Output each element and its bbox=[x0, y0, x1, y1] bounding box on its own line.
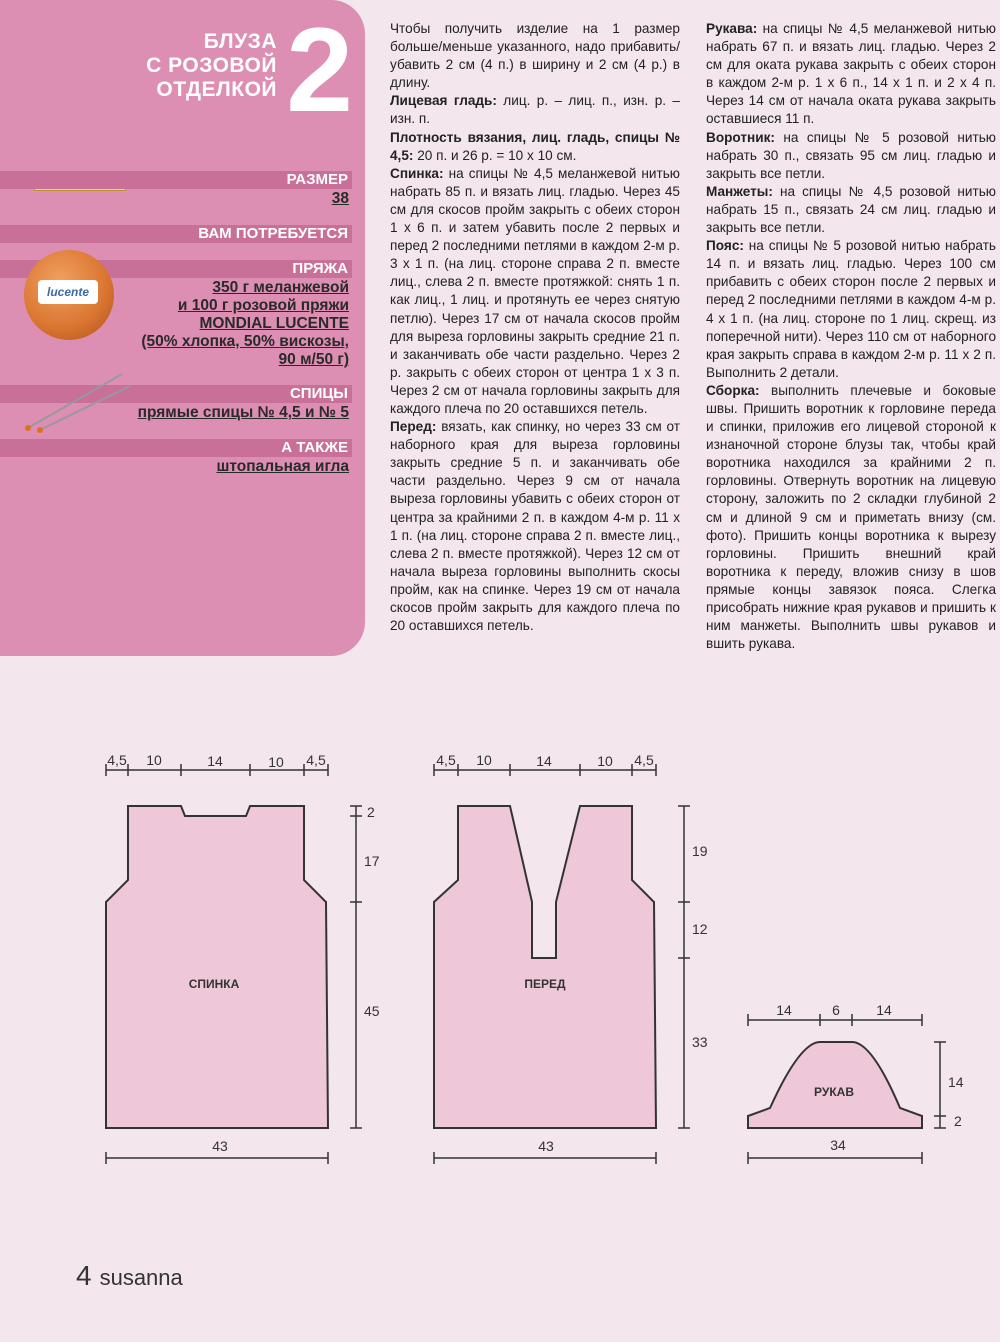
back-label: СПИНКА bbox=[188, 977, 240, 991]
instructions-column-2 bbox=[706, 20, 996, 653]
back-piece bbox=[106, 806, 328, 1128]
dim-label: 43 bbox=[538, 1138, 554, 1154]
title-line: С РОЗОВОЙ bbox=[146, 54, 277, 77]
size-header: РАЗМЕР bbox=[0, 171, 352, 189]
dim-label: 2 bbox=[367, 804, 375, 820]
paragraph: Манжеты: на спицы № 4,5 розовой нитью набрать 15 п., связать 24 см лиц. гладью и закрыть все петли. bbox=[706, 183, 996, 236]
dim-label: 14 bbox=[876, 1002, 892, 1018]
front-label: ПЕРЕД bbox=[524, 977, 566, 991]
title-line: ОТДЕЛКОЙ bbox=[156, 78, 277, 101]
project-title bbox=[146, 30, 277, 102]
front-piece bbox=[434, 806, 656, 1128]
paragraph: Рукава: на спицы № 4,5 меланжевой нитью набрать 67 п. и вязать лиц. гладью. Через 2 см для оката рукава закрыть с обеих сторон в каждом 2-м р. 1 x 6 п., 14 x 1 п. и 2 x 4 п. Через 14 см от начала оката рукава закрыть оставшиеся 11 п. bbox=[706, 21, 996, 127]
paragraph: Воротник: на спицы № 5 розовой нитью набрать 30 п., связать 95 см лиц. гладью и закрыть все петли. bbox=[706, 129, 996, 181]
dim-label: 12 bbox=[692, 921, 708, 937]
dim-label: 2 bbox=[954, 1113, 962, 1129]
dim-label: 34 bbox=[830, 1137, 846, 1153]
dim-label: 10 bbox=[268, 754, 284, 770]
paragraph: Чтобы получить изделие на 1 размер больше/меньше указанного, надо прибавить/убавить 2 см (4 п.) в ширину и 2 см (4 р.) в длину. bbox=[390, 21, 680, 91]
sleeve-label: РУКАВ bbox=[814, 1085, 854, 1099]
dim-label: 43 bbox=[212, 1138, 228, 1154]
yarn-header: ПРЯЖА bbox=[0, 260, 352, 278]
dim-label: 14 bbox=[207, 753, 223, 769]
dim-label: 10 bbox=[597, 753, 613, 769]
instructions-column-1 bbox=[390, 20, 680, 635]
yarn-brand-label: lucente bbox=[38, 280, 98, 304]
needles-value: прямые спицы № 4,5 и № 5 bbox=[137, 404, 349, 421]
page-footer bbox=[76, 1260, 183, 1292]
paragraph: Сборка: выполнить плечевые и боковые швы. Пришить воротник к горловине переда и спинки, приложив его лицевой стороной к изнаночной стороне блузы так, чтобы край воротника находился за крайними 2 п. горловины. Отвернуть воротник на лицевую сторону, заложить по 2 складки глубиной 2 см и длиной 9 см и приметать внизу (см. фото). Пришить концы воротника к вырезу горловины. Пришить внешний край воротника к переду, вложив снизу в шов прямые концы завязок пояса. Слегка присобрать нижние края рукавов и пришить к ним манжеты. Выполнить швы рукавов и вшить рукава. bbox=[706, 382, 996, 652]
yarn-line: MONDIAL LUCENTE bbox=[199, 315, 349, 332]
project-number: 2 bbox=[286, 3, 353, 137]
dim-label: 14 bbox=[536, 753, 552, 769]
dim-label: 10 bbox=[476, 752, 492, 768]
dim-label: 4,5 bbox=[306, 752, 326, 768]
paragraph: Перед: вязать, как спинку, но через 33 см от наборного края для выреза горловины закрыть средние 5 п. и заканчивать обе части раздельно. Через 9 см от начала выреза горловины убавить с обеих сторон от центра за крайними 2 п. в каждом 4-м р. 11 x 1 п. (на лиц. стороне справа 2 п. вместе лиц., слева 2 п. вместе протяжкой). Через 12 см от начала выреза горловины выполнить скосы пройм, как на спинке. Через 19 см от начала скосов пройм закрыть для каждого плеча по 20 оставшихся петель. bbox=[390, 419, 680, 634]
paragraph: Пояс: на спицы № 5 розовой нитью набрать 14 п. и вязать лиц. гладью. Через 100 см прибавить с обеих сторон после 2 первых и перед 2 последними петлями в каждом 4-м р. 4 x 1 п. (на лиц. стороне по 1 лиц. скрещ. из поперечной нити). Через 110 см от наборного края закрыть справа в каждом 2-м р. 11 x 2 п. Выполнить 2 детали. bbox=[706, 238, 996, 380]
yarn-line: и 100 г розовой пряжи bbox=[177, 297, 349, 314]
needles-icon bbox=[22, 370, 132, 434]
dim-label: 6 bbox=[832, 1002, 840, 1018]
yarn-line: (50% хлопка, 50% вискозы, bbox=[141, 333, 349, 350]
dim-label: 10 bbox=[146, 752, 162, 768]
dim-label: 14 bbox=[948, 1074, 964, 1090]
dim-label: 4,5 bbox=[634, 752, 654, 768]
paragraph: Лицевая гладь: лиц. р. – лиц. п., изн. р. – изн. п. bbox=[390, 93, 680, 127]
dim-label: 45 bbox=[364, 1003, 380, 1019]
also-value: штопальная игла bbox=[216, 458, 349, 475]
dim-label: 14 bbox=[776, 1002, 792, 1018]
dim-label: 33 bbox=[692, 1034, 708, 1050]
paragraph: Плотность вязания, лиц. гладь, спицы № 4,5: 20 п. и 26 р. = 10 x 10 см. bbox=[390, 129, 680, 163]
paragraph: Спинка: на спицы № 4,5 меланжевой нитью набрать 85 п. и вязать лиц. гладью. Через 45 см для скосов пройм закрыть с обеих сторон 1 x 6 п. и затем убавить после 2 первых и перед 2 последними петлями в каждом 2-м р. 3 x 1 п. (на лиц. стороне справа 2 п. вместе лиц., слева 2 п. вместе протяжкой: снять 1 п. как лиц., 1 лиц. и протянуть ее через снятую петлю). Через 17 см от начала скосов пройм для выреза горловины закрыть средние 21 п. и заканчивать обе части раздельно. Через 2 р. закрыть с обеих сторон от центра 1 x 3 п. Через 2 см от начала горловины закрыть для каждого плеча по 20 оставшихся петель. bbox=[390, 165, 680, 416]
page-number: 4 bbox=[76, 1260, 92, 1291]
info-sidebar bbox=[0, 0, 365, 656]
yarn-ball-icon bbox=[24, 250, 114, 340]
yarn-line: 350 г меланжевой bbox=[212, 279, 349, 296]
dim-label: 17 bbox=[364, 853, 380, 869]
magazine-brand: susanna bbox=[99, 1265, 183, 1290]
size-value: 38 bbox=[331, 190, 349, 207]
yarn-line: 90 м/50 г) bbox=[278, 351, 349, 368]
title-line: БЛУЗА bbox=[203, 30, 277, 53]
dim-label: 4,5 bbox=[436, 752, 456, 768]
pattern-diagrams bbox=[0, 740, 1000, 1170]
needles-header: СПИЦЫ bbox=[0, 385, 352, 403]
also-header: А ТАКЖЕ bbox=[0, 439, 352, 457]
dim-label: 4,5 bbox=[107, 752, 127, 768]
need-header: ВАМ ПОТРЕБУЕТСЯ bbox=[0, 225, 352, 243]
dim-label: 19 bbox=[692, 843, 708, 859]
